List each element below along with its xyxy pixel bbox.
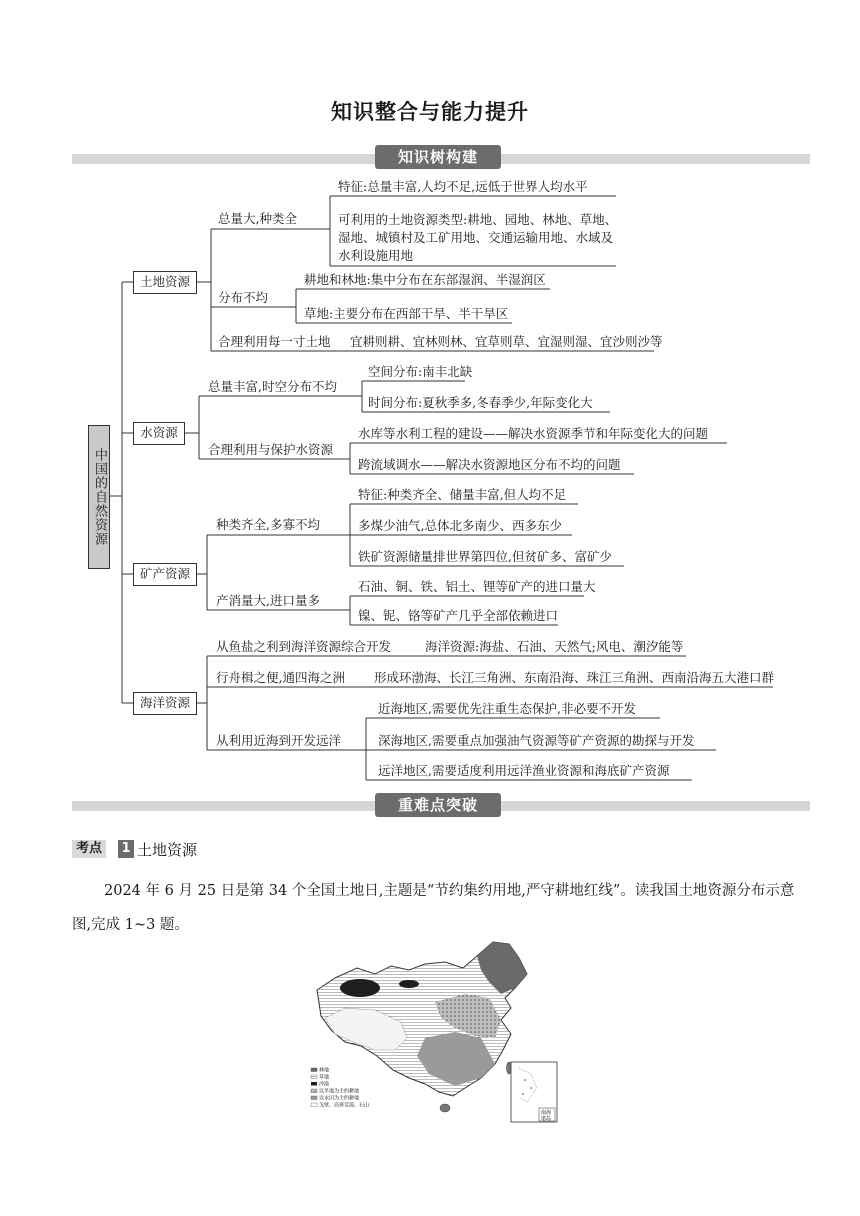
map-desert-taklimakan (340, 979, 380, 997)
land-leaf-feature: 特征:总量丰富,人均不足,远低于世界人均水平 (338, 179, 588, 194)
category-land: 土地资源 (133, 271, 197, 294)
legend-forest: 林地 (319, 1067, 330, 1074)
category-water: 水资源 (133, 422, 185, 445)
land-branch-use: 合理利用每一寸土地 (218, 334, 331, 349)
land-leaf-farmland: 耕地和林地:集中分布在东部湿润、半湿润区 (304, 272, 546, 287)
mineral-leaf-nickel: 镍、铌、铬等矿产几乎全部依赖进口 (358, 608, 559, 623)
legend-grassland: 草地 (319, 1074, 330, 1081)
kaodian-badge: 考点 (72, 840, 106, 858)
legend-dry-farmland: 以旱地为主的耕地 (319, 1088, 360, 1095)
ocean-leaf-deepsea: 深海地区,需要重点加强油气资源等矿产资源的勘探与开发 (378, 733, 695, 748)
water-leaf-space: 空间分布:南丰北缺 (368, 364, 473, 379)
category-ocean: 海洋资源 (133, 692, 197, 715)
tree-root: 中国的自然资源 (88, 425, 110, 569)
legend-paddy-farmland: 以水田为主的耕地 (319, 1095, 360, 1102)
inset-label-zhudao: 诸岛 (541, 1116, 552, 1122)
mineral-leaf-feature: 特征:种类齐全、储量丰富,但人均不足 (358, 487, 567, 502)
water-branch-protect: 合理利用与保护水资源 (208, 442, 334, 457)
legend-gobi: 戈壁、高寒荒漠、石山 (319, 1102, 370, 1109)
kaodian-number: 1 (118, 840, 134, 858)
water-leaf-transfer: 跨流域调水——解决水资源地区分布不均的问题 (358, 457, 621, 472)
water-leaf-time: 时间分布:夏秋季多,冬春季少,年际变化大 (368, 395, 593, 410)
china-land-resources-map (305, 938, 565, 1124)
ocean-leaf-farsea: 远洋地区,需要适度利用远洋渔业资源和海底矿产资源 (378, 763, 670, 778)
question-intro: 2024 年 6 月 25 日是第 34 个全国土地日,主题是“节约集约用地,严守耕地红线”。读我国土地资源分布示意图,完成 1~3 题。 (72, 883, 795, 933)
ocean-leaf-ports: 形成环渤海、长江三角洲、东南沿海、珠江三角洲、西南沿海五大港口群 (374, 670, 775, 685)
section-label-key-points: 重难点突破 (375, 793, 501, 817)
land-branch-distribution: 分布不均 (218, 290, 269, 305)
land-branch-total: 总量大,种类全 (218, 211, 297, 226)
map-desert-badain (399, 980, 419, 988)
mineral-leaf-coal: 多煤少油气,总体北多南少、西多东少 (358, 518, 562, 533)
mineral-branch-import: 产消量大,进口量多 (216, 593, 320, 608)
land-leaf-types-line1: 可利用的土地资源类型:耕地、园地、林地、草地、 (338, 212, 618, 227)
mineral-leaf-oil: 石油、铜、铁、铝土、锂等矿产的进口量大 (358, 579, 596, 594)
land-leaf-types-line2: 湿地、城镇村及工矿用地、交通运输用地、水域及 (338, 230, 614, 245)
map-inset-south-china-sea (511, 1062, 557, 1122)
water-branch-total: 总量丰富,时空分布不均 (208, 379, 337, 394)
ocean-branch-salt: 从鱼盐之利到海洋资源综合开发 (216, 639, 392, 654)
ocean-branch-deepsea: 从利用近海到开发远洋 (216, 733, 342, 748)
land-leaf-grassland: 草地:主要分布在西部干旱、半干旱区 (304, 306, 509, 321)
ocean-leaf-nearshore: 近海地区,需要优先注重生态保护,非必要不开发 (378, 701, 636, 716)
ocean-leaf-resources: 海洋资源:海盐、石油、天然气;风电、潮汐能等 (425, 639, 684, 654)
section-label-knowledge-tree: 知识树构建 (375, 145, 501, 169)
inset-label-nanhai: 南海 (541, 1110, 552, 1116)
category-mineral: 矿产资源 (133, 563, 197, 586)
water-leaf-reservoir: 水库等水利工程的建设——解决水资源季节和年际变化大的问题 (358, 426, 709, 441)
land-leaf-use: 宜耕则耕、宜林则林、宜草则草、宜湿则湿、宜沙则沙等 (350, 334, 663, 349)
land-leaf-types-line3: 水利设施用地 (338, 248, 414, 263)
legend-desert: 沙漠 (319, 1081, 330, 1088)
page-title: 知识整合与能力提升 (331, 100, 529, 124)
mineral-branch-types: 种类齐全,多寡不均 (216, 517, 320, 532)
map-legend (311, 1067, 369, 1109)
mineral-leaf-iron: 铁矿资源储量排世界第四位,但贫矿多、富矿少 (358, 549, 612, 564)
map-hainan (440, 1104, 450, 1112)
kaodian-title: 土地资源 (137, 841, 198, 859)
ocean-branch-ports: 行舟楫之便,通四海之洲 (216, 670, 345, 685)
